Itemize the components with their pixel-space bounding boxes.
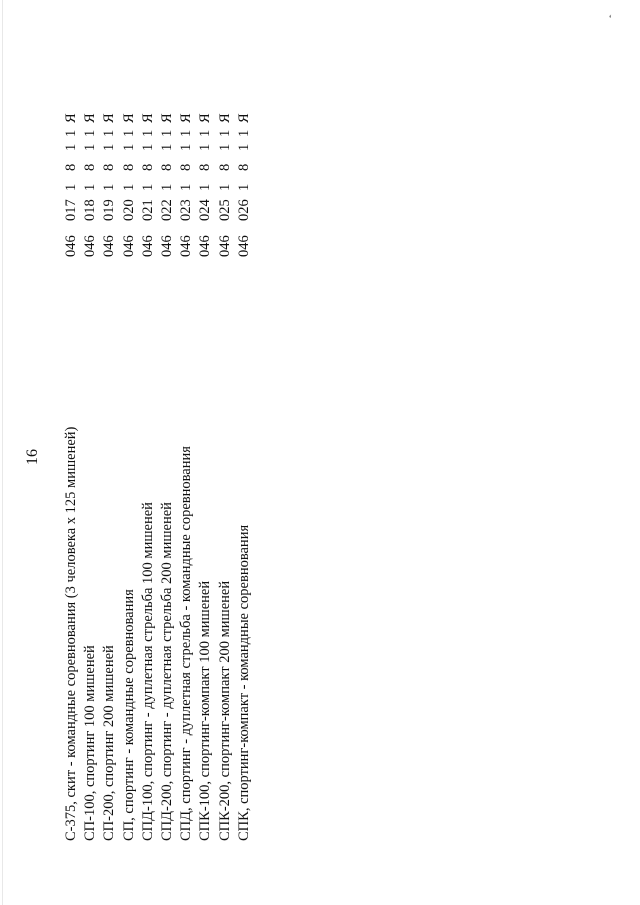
code-section: 046 [101,235,118,257]
code-letter: Я [63,113,79,123]
code-digit: 8 [178,163,195,171]
entry-codes [235,109,254,257]
code-digit: 1 [101,183,118,191]
entry-codes [139,109,158,257]
code-digit: 1 [63,143,79,151]
page-number: 16 [24,449,41,465]
entry-description: С-375, скит - командные соревнования (3 человека х 125 мишеней) [63,426,79,841]
code-section: 046 [120,235,137,257]
code-digit: 1 [82,129,99,137]
code-digit: 1 [139,183,156,191]
code-letter: Я [216,113,233,123]
list-item [62,21,81,841]
entry-description: СП-200, спортинг 200 мишеней [101,645,118,841]
code-letter: Я [178,113,195,123]
code-number: 019 [101,199,118,221]
scan-mark: ‘ [608,14,612,25]
entry-description: СПД-100, спортинг - дуплетная стрельба 100 мишеней [139,502,156,841]
list-item [177,21,196,841]
code-digit: 1 [82,143,99,151]
code-number: 025 [216,199,233,221]
entry-codes [177,109,196,257]
entry-description: СП-100, спортинг 100 мишеней [82,645,99,841]
entry-description: СПД, спортинг - дуплетная стрельба - командные соревнования [178,446,195,841]
code-digit: 1 [63,129,79,137]
entry-codes [62,109,81,257]
code-number: 023 [178,199,195,221]
code-letter: Я [82,113,99,123]
entry-codes [100,109,119,257]
list-item [100,21,119,841]
entry-description: СПК, спортинг-компакт - командные соревнования [235,524,252,841]
entry-description: СПК-100, спортинг-компакт 100 мишеней [197,580,214,841]
code-digit: 8 [101,163,118,171]
code-letter: Я [101,113,118,123]
entry-description: СПД-200, спортинг - дуплетная стрельба 200 мишеней [158,502,175,841]
entry-codes [81,109,100,257]
code-number: 020 [120,199,137,221]
code-section: 046 [197,235,214,257]
code-digit: 1 [216,143,233,151]
code-number: 024 [197,199,214,221]
code-number: 026 [235,199,252,221]
code-number: 021 [139,199,156,221]
code-section: 046 [235,235,252,257]
code-letter: Я [158,113,175,123]
code-digit: 1 [178,143,195,151]
code-digit: 1 [197,129,214,137]
code-digit: 1 [178,129,195,137]
entry-codes [216,109,235,257]
code-digit: 1 [120,129,137,137]
code-digit: 1 [82,183,99,191]
code-digit: 8 [120,163,137,171]
code-digit: 8 [235,163,252,171]
code-digit: 1 [101,129,118,137]
code-digit: 1 [63,183,79,191]
code-digit: 1 [235,183,252,191]
code-letter: Я [120,113,137,123]
code-digit: 1 [235,129,252,137]
code-digit: 1 [216,183,233,191]
code-digit: 1 [158,183,175,191]
code-digit: 1 [158,129,175,137]
code-digit: 1 [139,129,156,137]
list-item [158,21,177,841]
code-digit: 8 [63,163,79,171]
list-item [216,21,235,841]
code-digit: 1 [139,143,156,151]
code-section: 046 [178,235,195,257]
code-digit: 1 [197,183,214,191]
entry-description: СП, спортинг - командные соревнования [120,589,137,841]
code-section: 046 [158,235,175,257]
code-letter: Я [235,113,252,123]
code-section: 046 [216,235,233,257]
code-digit: 8 [82,163,99,171]
entry-description: СПК-200, спортинг-компакт 200 мишеней [216,580,233,841]
code-digit: 1 [197,143,214,151]
code-digit: 1 [178,183,195,191]
code-section: 046 [82,235,99,257]
code-digit: 8 [139,163,156,171]
code-section: 046 [139,235,156,257]
code-number: 017 [63,199,79,221]
code-letter: Я [197,113,214,123]
code-digit: 1 [235,143,252,151]
list-item [139,21,158,841]
entry-codes [158,109,177,257]
list-item [235,21,254,841]
code-digit: 8 [197,163,214,171]
list-item [120,21,139,841]
code-section: 046 [63,235,79,257]
list-item [196,21,215,841]
code-digit: 1 [216,129,233,137]
entries-list [62,21,254,841]
code-digit: 1 [101,143,118,151]
entry-codes [196,109,215,257]
list-item [81,21,100,841]
code-digit: 8 [158,163,175,171]
code-number: 018 [82,199,99,221]
code-digit: 1 [158,143,175,151]
code-digit: 1 [120,143,137,151]
code-letter: Я [139,113,156,123]
code-digit: 1 [120,183,137,191]
code-digit: 8 [216,163,233,171]
entry-codes [120,109,139,257]
code-number: 022 [158,199,175,221]
